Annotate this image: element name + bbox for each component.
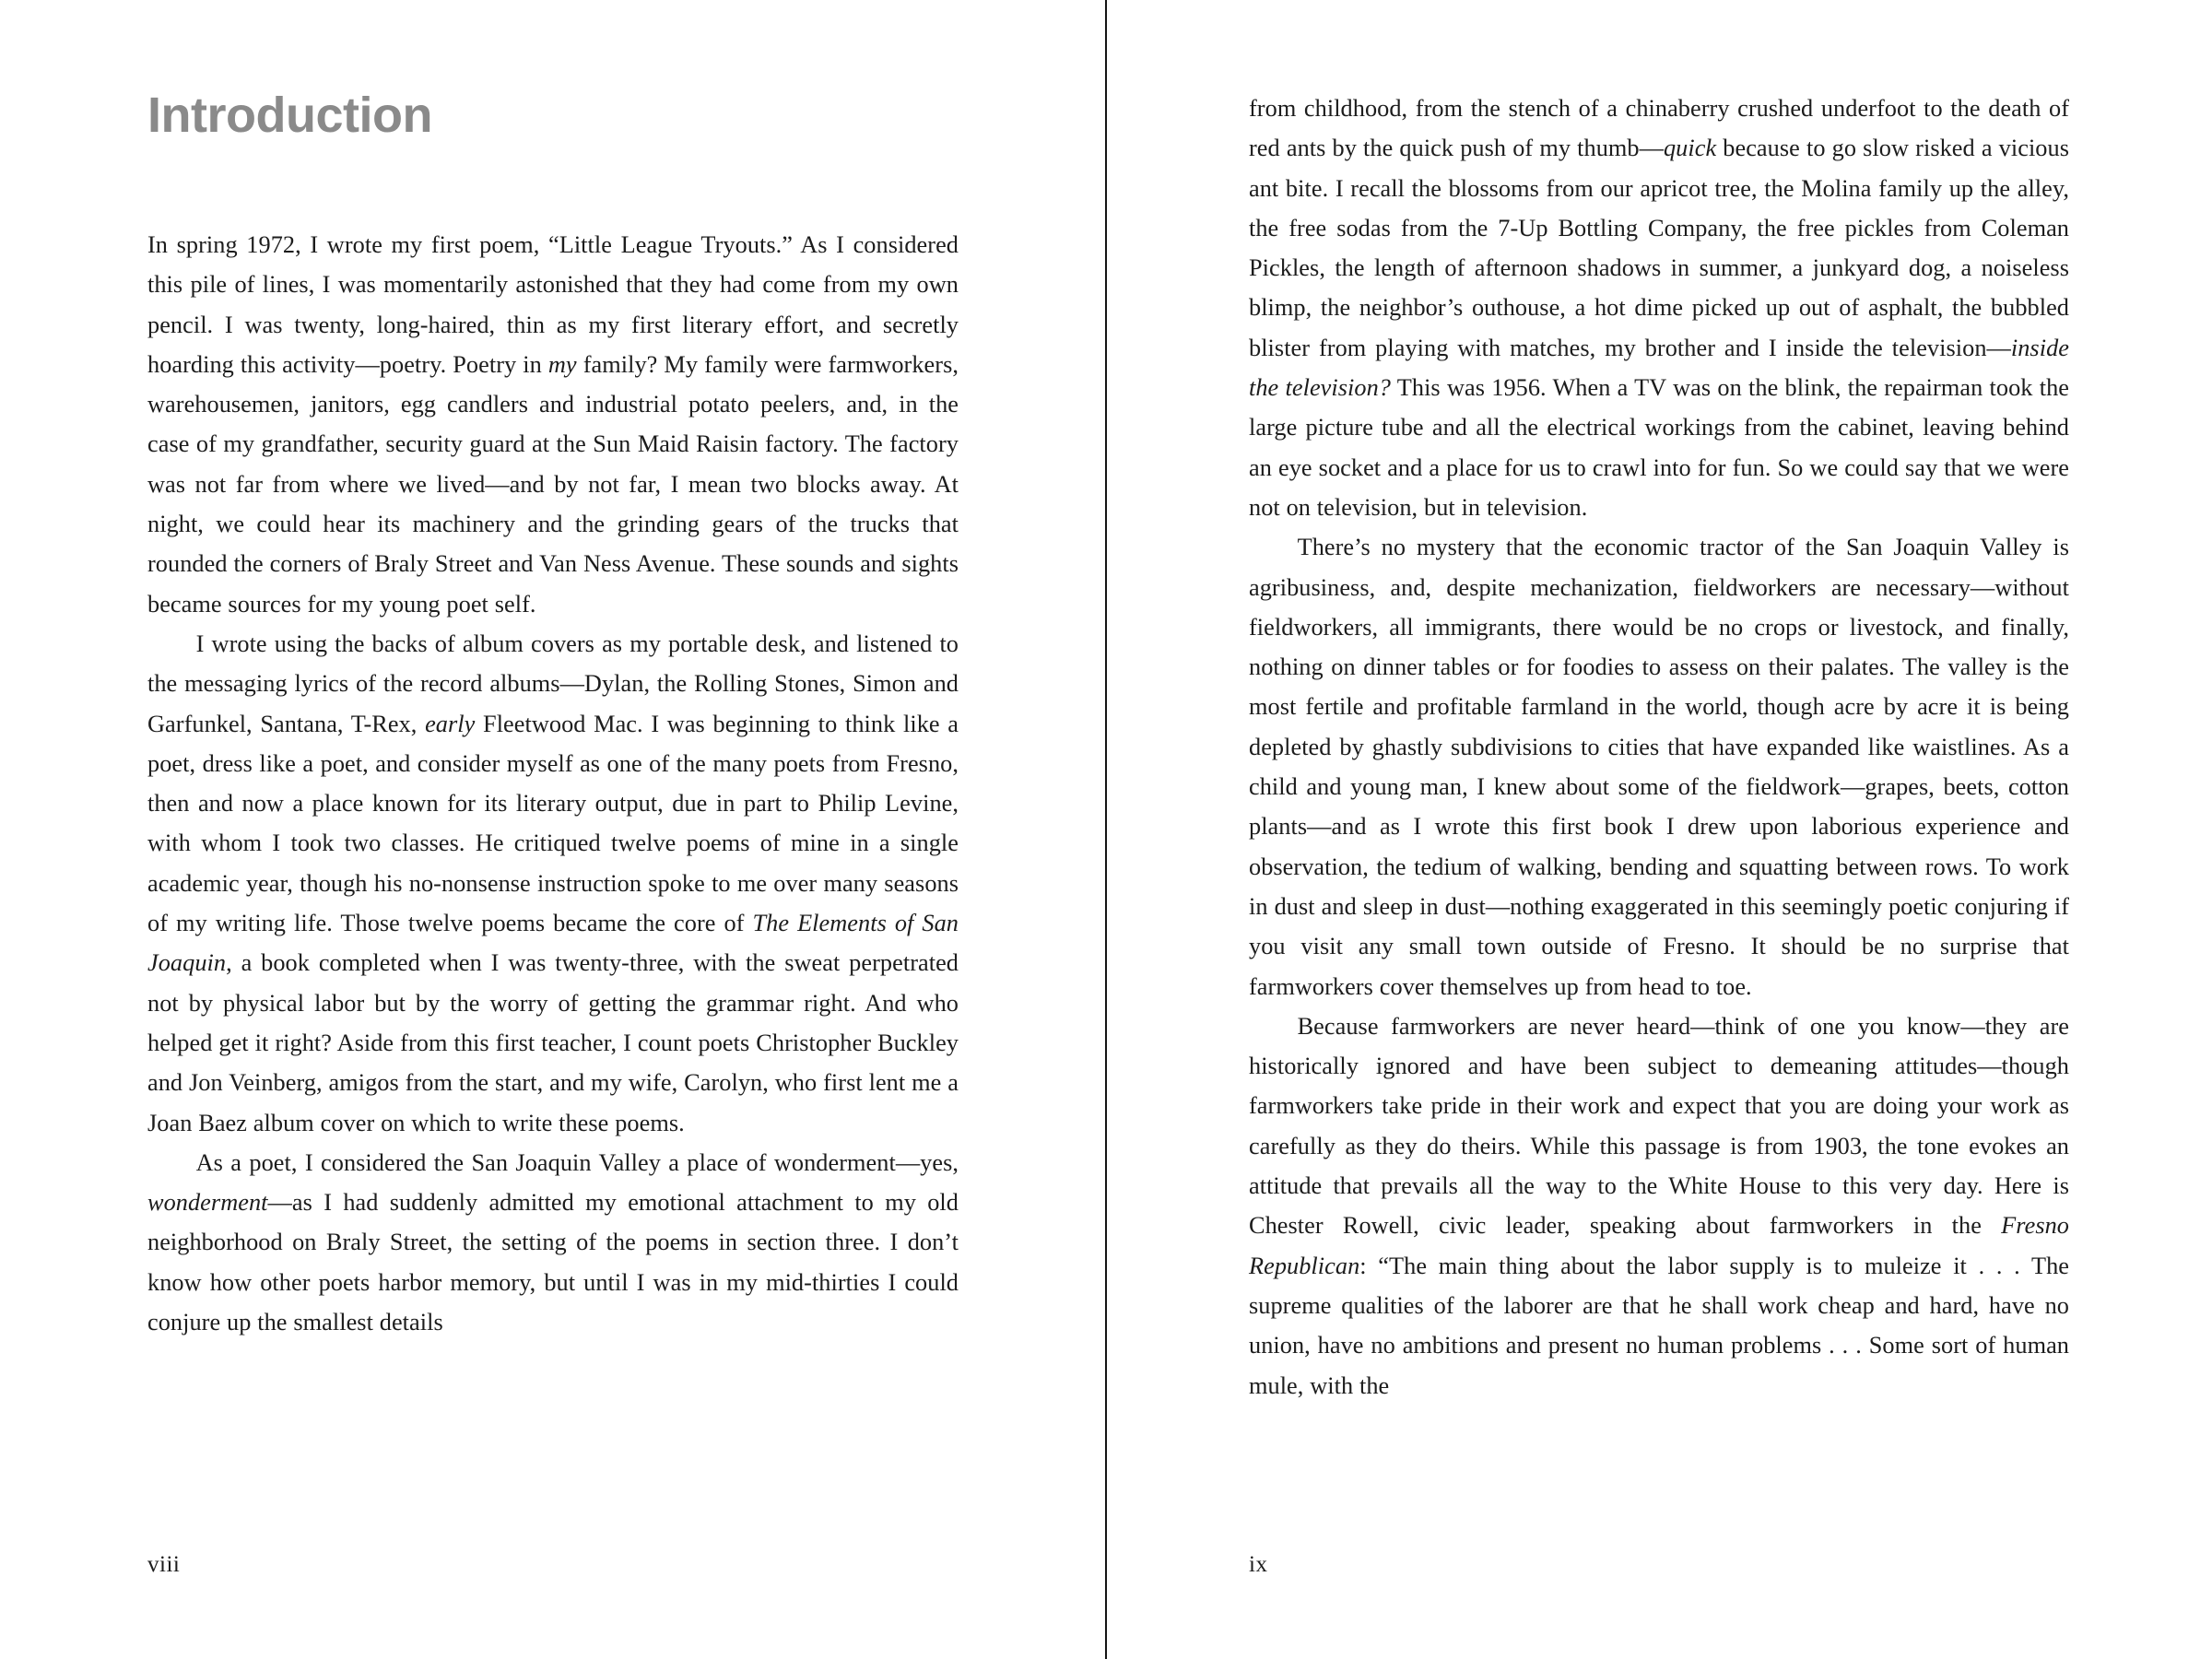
paragraph: As a poet, I considered the San Joaquin Valley a place of wonderment—yes, wonderment—as I had suddenly admitted my emotional attachment to my old neighborhood on Braly Street, the setting of the poems in section three. I don’t know how other poets harbor memory, but until I was in my mid-thirties I could conjure up the smallest details xyxy=(147,1148,959,1336)
italic-run: my xyxy=(547,350,577,378)
paragraph: I wrote using the backs of album covers as my portable desk, and listened to the messaging lyrics of the record albums—Dylan, the Rolling Stones, Simon and Garfunkel, Santana, T-Rex, early Fleetwood Mac. I was beginning to think like a poet, dress like a poet, and consider myself as one of the many poets from Fresno, then and now a place known for its literary output, due in part to Philip Levine, with whom I took two classes. He critiqued twelve poems of mine in a single academic year, though his no-nonsense instruction spoke to me over many seasons of my writing life. Those twelve poems became the core of The Elements of San Joaquin, a book completed when I was twenty-three, with the sweat perpetrated not by physical labor but by the worry of getting the grammar right. And who helped get it right? Aside from this first teacher, I count poets Christopher Buckley and Jon Veinberg, amigos from the start, and my wife, Carolyn, who first lent me a Joan Baez album cover on which to write these poems. xyxy=(147,629,959,1136)
italic-run: early xyxy=(425,710,476,737)
left-body-text xyxy=(147,225,959,1342)
right-body-text xyxy=(1249,0,2069,1406)
paragraph: There’s no mystery that the economic tractor of the San Joaquin Valley is agribusiness, and, despite mechanization, fieldworkers are necessary—without fieldworkers, all immigrants, there would be no crops or livestock, and finally, nothing on dinner tables or for foodies to assess on their palates. The valley is the most fertile and profitable farmland in the world, though acre by acre it is being depleted by ghastly subdivisions to cities that have expanded like waistlines. As a child and young man, I knew about some of the fieldwork—grapes, beets, cotton plants—and as I wrote this first book I drew upon laborious experience and observation, the tedium of walking, bending and squatting between rows. To work in dust and sleep in dust—nothing exaggerated in this seemingly poetic conjuring if you visit any small town outside of Fresno. It should be no surprise that farmworkers cover themselves up from head to toe. xyxy=(1249,534,2069,1000)
page-right xyxy=(1106,0,2212,1659)
italic-run: wonderment xyxy=(147,1189,268,1217)
italic-run: quick xyxy=(1663,135,1717,162)
paragraph: from childhood, from the stench of a chinaberry crushed underfoot to the death of red ants by the quick push of my thumb—quick because to go slow risked a vicious ant bite. I recall the blossoms from our apricot tree, the Molina family up the alley, the free sodas from the 7-Up Bottling Company, the free pickles from Coleman Pickles, the length of afternoon shadows in summer, a junkyard dog, a noiseless blimp, the neighbor’s outhouse, a hot dime picked up out of asphalt, the bubbled blister from playing with matches, my brother and I inside the television—inside the television? This was 1956. When a TV was on the blink, the repairman took the large picture tube and all the electrical workings from the cabinet, leaving behind an eye socket and a place for us to crawl into for fun. So we could say that we were not on television, but in television. xyxy=(1249,95,2069,521)
page-number-left: viii xyxy=(147,1552,181,1577)
italic-run: inside the television? xyxy=(1249,334,2069,402)
italic-run: Fresno Republican xyxy=(1249,1212,2069,1279)
paragraph: Because farmworkers are never heard—think of one you know—they are historically ignored and have been subject to demeaning attitudes—though farmworkers take pride in their work and expect that you are doing your work as carefully as they do theirs. While this passage is from 1903, the tone evokes an attitude that prevails all the way to the White House to this very day. Here is Chester Rowell, civic leader, speaking about farmworkers in the Fresno Republican: “The main thing about the labor supply is to muleize it . . . The supreme qualities of the laborer are that he shall work cheap and hard, have no union, have no ambitions and present no human problems . . . Some sort of human mule, with the xyxy=(1249,1012,2069,1399)
italic-run: The Elements of San Joaquin xyxy=(147,910,959,977)
paragraph: In spring 1972, I wrote my first poem, “Little League Tryouts.” As I considered this pile of lines, I was momentarily astonished that they had come from my own pencil. I was twenty, long-haired, thin as my first literary effort, and secretly hoarding this activity—poetry. Poetry in my family? My family were farmworkers, warehousemen, janitors, egg candlers and industrial potato peelers, and, in the case of my grandfather, security guard at the Sun Maid Raisin factory. The factory was not far from where we lived—and by not far, I mean two blocks away. At night, we could hear its machinery and the grinding gears of the trucks that rounded the corners of Braly Street and Van Ness Avenue. These sounds and sights became sources for my young poet self. xyxy=(147,231,959,618)
page-title: Introduction xyxy=(147,88,432,143)
page-number-right: ix xyxy=(1249,1552,1268,1577)
